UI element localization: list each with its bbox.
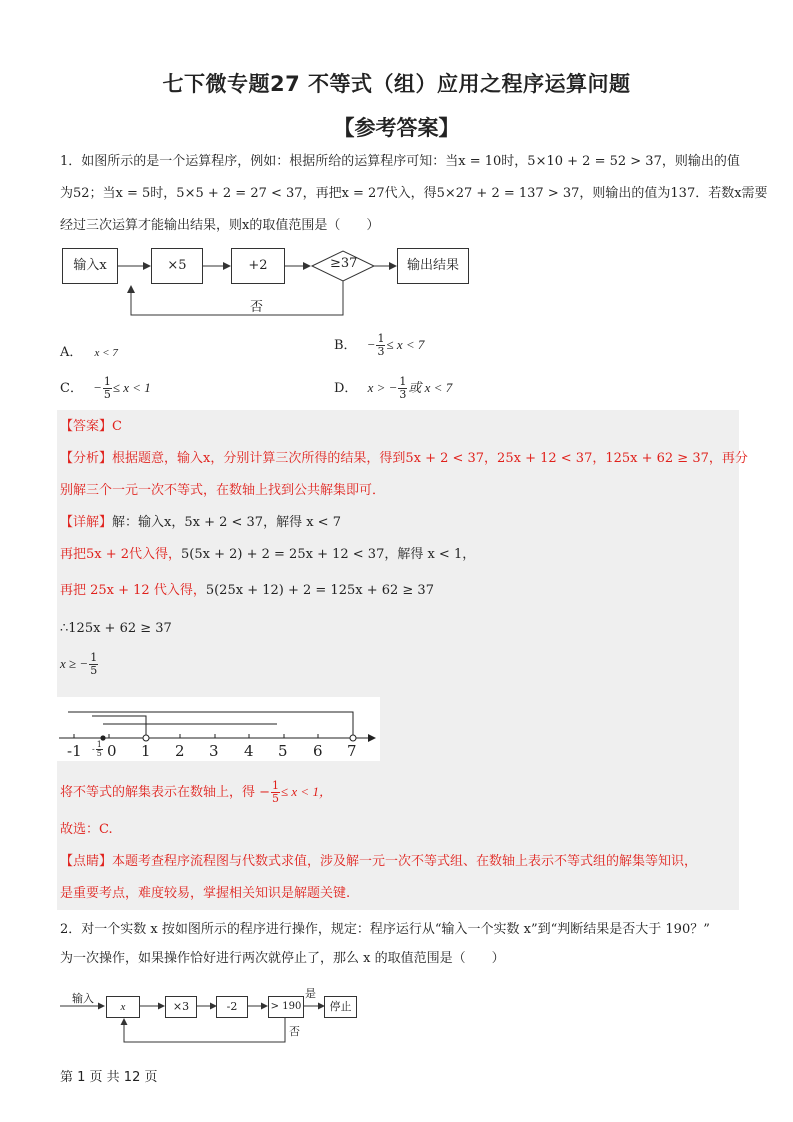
option-c-numerator: 1 bbox=[103, 375, 111, 388]
conclusion-denominator: 5 bbox=[272, 792, 280, 805]
detail-line-5-pre: x ≥ − bbox=[60, 656, 89, 671]
detail-line-2-red: 再把5x + 2代入得， bbox=[60, 547, 182, 562]
detail-line-3 bbox=[60, 576, 434, 606]
q1-flow-input-box: 输入x bbox=[62, 248, 118, 284]
option-c-fraction bbox=[103, 376, 112, 401]
tick-label-2: 2 bbox=[175, 742, 185, 760]
detail-line-5 bbox=[60, 652, 99, 677]
detail-line-2-text: 5(5x + 2) + 2 = 25x + 12 < 37，解得 x < 1， bbox=[181, 547, 476, 562]
choose-line: 故选：C. bbox=[60, 822, 113, 837]
tick-neg-fifth-num: 1 bbox=[96, 740, 102, 749]
option-b-fraction bbox=[376, 333, 385, 358]
solution-x-lt-1 bbox=[92, 716, 146, 735]
detail-line-3-red: 再把 25x + 12 代入得， bbox=[60, 583, 206, 598]
detail-line-5-denominator: 5 bbox=[90, 664, 98, 677]
option-c-label: C． bbox=[60, 381, 83, 396]
tick-neg-fifth-sign: - bbox=[92, 744, 95, 754]
tick-label-5: 5 bbox=[278, 742, 288, 760]
option-d-post: 或 x < 7 bbox=[408, 380, 453, 395]
option-d-denominator: 3 bbox=[399, 388, 407, 401]
tick-label-4: 4 bbox=[244, 742, 254, 760]
option-b-post: ≤ x < 7 bbox=[386, 337, 425, 352]
tick-label-0: 0 bbox=[107, 742, 117, 760]
conclusion-line bbox=[60, 780, 332, 805]
q1-flow-no-label: 否 bbox=[250, 300, 264, 315]
analysis-line-1: 【分析】根据题意，输入x，分别计算三次所得的结果，得到5x + 2 < 37，25x + 12 < 37，125x + 62 ≥ 37，再分 bbox=[60, 451, 748, 466]
number-line-panel bbox=[57, 697, 380, 761]
q2-flow-subtract-box: -2 bbox=[216, 996, 248, 1018]
conclusion-fraction bbox=[271, 780, 280, 805]
q1-flow-add-box: +2 bbox=[231, 248, 285, 284]
option-c bbox=[60, 376, 151, 401]
q2-flow-multiply-box: ×3 bbox=[165, 996, 197, 1018]
q1-flow-output-box: 输出结果 bbox=[397, 248, 469, 284]
tick-label-1: 1 bbox=[141, 742, 151, 760]
option-d-label: D． bbox=[334, 381, 358, 396]
option-d bbox=[334, 376, 452, 401]
detail-tag: 【详解】 bbox=[60, 515, 113, 530]
tick-label-7: 7 bbox=[347, 742, 357, 760]
detail-line-4: ∴125x + 62 ≥ 37 bbox=[60, 621, 172, 636]
q2-line-2: 为一次操作，如果操作恰好进行两次就停止了，那么 x 的取值范围是（ ） bbox=[60, 951, 505, 966]
option-d-pre: x > − bbox=[367, 380, 398, 395]
q2-flow-no-label: 否 bbox=[289, 1025, 300, 1038]
detail-line-1 bbox=[60, 508, 341, 538]
q2-flow-stop-box: 停止 bbox=[324, 996, 357, 1018]
option-d-fraction bbox=[398, 376, 407, 401]
option-b-pre: − bbox=[366, 337, 376, 352]
comment-line-2: 是重要考点，难度较易，掌握相关知识是解题关键. bbox=[60, 886, 351, 901]
answer-line: 【答案】C bbox=[60, 419, 122, 434]
page-footer: 第 1 页 共 12 页 bbox=[60, 1070, 158, 1085]
open-circle-1 bbox=[143, 735, 149, 741]
option-b-numerator: 1 bbox=[377, 332, 385, 345]
option-c-pre: − bbox=[93, 380, 102, 395]
page-title: 七下微专题27 不等式（组）应用之程序运算问题 bbox=[162, 72, 631, 96]
q1-line-2: 为52；当x = 5时，5×5 + 2 = 27 < 37，再把x = 27代入，得5×27 + 2 = 137 > 37，则输出的值为137．若数x需要 bbox=[60, 186, 768, 201]
detail-line-5-fraction bbox=[89, 652, 98, 677]
page-subtitle: 【参考答案】 bbox=[333, 116, 460, 140]
open-circle-7 bbox=[350, 735, 356, 741]
tick-label-6: 6 bbox=[313, 742, 323, 760]
conclusion-numerator: 1 bbox=[272, 779, 280, 792]
detail-line-2 bbox=[60, 540, 475, 570]
option-c-post: ≤ x < 1 bbox=[112, 380, 151, 395]
tick-label-neg1: -1 bbox=[67, 742, 82, 760]
q1-flow-condition-label: ≥37 bbox=[330, 256, 358, 271]
option-b-label: B． bbox=[334, 338, 357, 353]
tick-neg-fifth-frac bbox=[96, 741, 103, 758]
q1-line-3: 经过三次运算才能输出结果，则x的取值范围是（ ） bbox=[60, 218, 380, 233]
detail-line-1-text: 解：输入x，5x + 2 < 37，解得 x < 7 bbox=[112, 515, 341, 530]
conclusion-post: ≤ x < 1， bbox=[281, 784, 332, 799]
q1-flow-multiply-box: ×5 bbox=[151, 248, 203, 284]
q2-flow-input-label: 输入 bbox=[72, 992, 94, 1005]
tick-label-3: 3 bbox=[209, 742, 219, 760]
q2-flow-yes-label: 是 bbox=[305, 987, 316, 1000]
q2-flow-x-box: x bbox=[106, 996, 140, 1018]
q1-line-1: 1．如图所示的是一个运算程序，例如：根据所给的运算程序可知：当x = 10时，5×10 + 2 = 52 > 37，则输出的值 bbox=[60, 154, 740, 169]
q2-flow-condition-box: > 190 bbox=[268, 996, 304, 1018]
tick-neg-fifth-den: 5 bbox=[96, 749, 102, 758]
option-c-denominator: 5 bbox=[103, 388, 111, 401]
option-d-numerator: 1 bbox=[399, 375, 407, 388]
option-a bbox=[60, 341, 118, 360]
option-a-label: A． bbox=[60, 345, 83, 360]
option-b-denominator: 3 bbox=[377, 345, 385, 358]
analysis-line-2: 别解三个一元一次不等式，在数轴上找到公共解集即可． bbox=[60, 483, 386, 498]
comment-line-1: 【点睛】本题考查程序流程图与代数式求值，涉及解一元一次不等式组、在数轴上表示不等式组的解集等知识， bbox=[60, 854, 698, 869]
conclusion-pre: 将不等式的解集表示在数轴上，得 − bbox=[60, 785, 271, 800]
detail-line-5-numerator: 1 bbox=[90, 651, 98, 664]
detail-line-3-text: 5(25x + 12) + 2 = 125x + 62 ≥ 37 bbox=[205, 583, 434, 598]
option-b bbox=[334, 333, 424, 358]
tick-label-neg-fifth bbox=[92, 741, 104, 758]
q2-line-1: 2．对一个实数 x 按如图所示的程序进行操作，规定：程序运行从“输入一个实数 x”到“判断结果是否大于 190？” bbox=[60, 922, 710, 937]
option-a-text: x < 7 bbox=[94, 347, 118, 359]
